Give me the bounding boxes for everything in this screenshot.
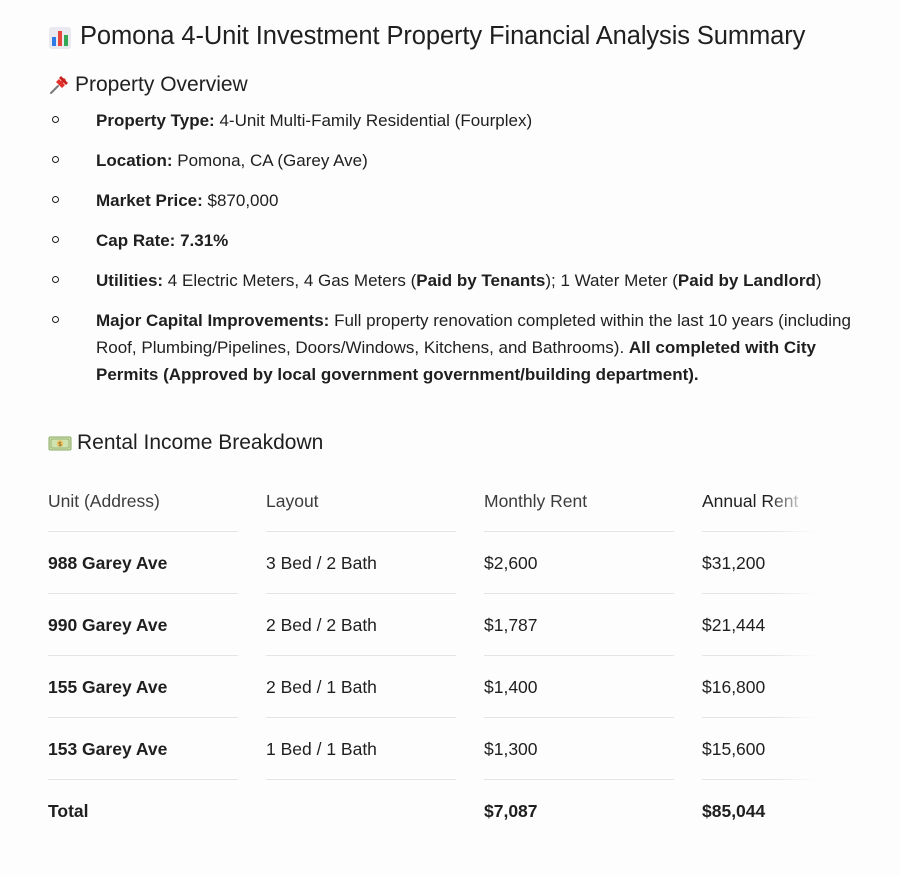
annual-rent-cell: $31,200 — [702, 532, 818, 594]
table-row — [48, 718, 818, 780]
item-value-bold: Paid by Landlord — [677, 271, 816, 290]
item-label: Major Capital Improvements: — [96, 311, 330, 330]
total-annual-cell: $85,044 — [702, 801, 766, 821]
svg-text:$: $ — [58, 441, 62, 448]
table-total-row — [48, 780, 818, 842]
list-item — [48, 267, 878, 294]
column-header: Annual Rent — [702, 470, 818, 532]
item-label: Location: — [96, 151, 173, 170]
layout-cell: 2 Bed / 1 Bath — [266, 656, 484, 718]
column-header: Layout — [266, 470, 484, 532]
property-overview-list — [48, 107, 878, 401]
layout-cell: 2 Bed / 2 Bath — [266, 594, 484, 656]
annual-rent-cell: $21,444 — [702, 594, 818, 656]
item-value: Pomona, CA (Garey Ave) — [177, 151, 368, 170]
unit-cell: 990 Garey Ave — [48, 594, 266, 656]
rental-income-heading — [48, 431, 323, 455]
unit-cell: 988 Garey Ave — [48, 532, 266, 594]
layout-cell: 3 Bed / 2 Bath — [266, 532, 484, 594]
list-item — [48, 187, 878, 214]
table-row — [48, 532, 818, 594]
annual-rent-cell: $16,800 — [702, 656, 818, 718]
total-layout-cell — [266, 780, 484, 842]
monthly-rent-cell: $1,300 — [484, 718, 702, 780]
table-row — [48, 656, 818, 718]
pushpin-icon — [48, 74, 70, 96]
total-monthly-cell: $7,087 — [484, 801, 538, 821]
item-label: Utilities: — [96, 271, 164, 290]
monthly-rent-cell: $1,400 — [484, 656, 702, 718]
list-item — [48, 107, 878, 134]
item-label: Property Type: — [96, 111, 215, 130]
total-label-cell: Total — [48, 801, 89, 821]
bar-chart-icon — [48, 26, 72, 50]
table-header-row — [48, 470, 818, 532]
item-value-bold: All completed with City Permits (Approved by local government government/building department). — [96, 338, 816, 384]
item-value: 4 Electric Meters, 4 Gas Meters ( — [167, 271, 417, 290]
item-value: Full property renovation completed within the last 10 years (including Roof, Plumbing/Pipelines, Doors/Windows, Kitchens, and Bathrooms). — [96, 311, 851, 357]
column-header: Unit (Address) — [48, 470, 266, 532]
table-row — [48, 594, 818, 656]
rental-income-table — [48, 470, 818, 842]
layout-cell: 1 Bed / 1 Bath — [266, 718, 484, 780]
property-overview-heading — [48, 73, 248, 97]
bullet-icon — [52, 196, 59, 203]
list-item — [48, 307, 878, 388]
column-header: Monthly Rent — [484, 470, 702, 532]
rental-income-heading-text: Rental Income Breakdown — [77, 431, 324, 454]
page-title — [48, 22, 805, 51]
bullet-icon — [52, 236, 59, 243]
unit-cell: 155 Garey Ave — [48, 656, 266, 718]
monthly-rent-cell: $2,600 — [484, 532, 702, 594]
unit-cell: 153 Garey Ave — [48, 718, 266, 780]
item-value: 4-Unit Multi-Family Residential (Fourplex) — [219, 111, 533, 130]
list-item — [48, 147, 878, 174]
bullet-icon — [52, 116, 59, 123]
monthly-rent-cell: $1,787 — [484, 594, 702, 656]
item-value: ); 1 Water Meter ( — [545, 271, 678, 290]
item-value-bold: Paid by Tenants — [416, 271, 546, 290]
page-title-text: Pomona 4-Unit Investment Property Financial Analysis Summary — [80, 22, 806, 50]
bullet-icon — [52, 316, 59, 323]
bullet-icon — [52, 156, 59, 163]
property-overview-heading-text: Property Overview — [75, 73, 248, 96]
bullet-icon — [52, 276, 59, 283]
item-label: Cap Rate: 7.31% — [96, 231, 229, 250]
item-value: $870,000 — [207, 191, 279, 210]
dollar-banknote-icon — [48, 432, 72, 454]
item-label: Market Price: — [96, 191, 203, 210]
annual-rent-cell: $15,600 — [702, 718, 818, 780]
list-item — [48, 227, 878, 254]
item-value: ) — [815, 271, 822, 290]
